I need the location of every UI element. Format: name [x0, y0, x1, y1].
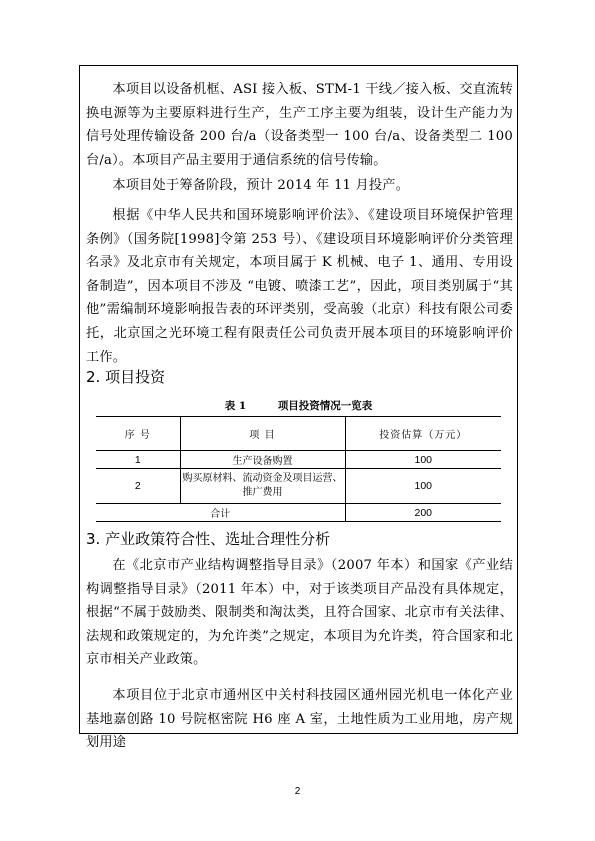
header-no: 序 号 — [96, 417, 180, 451]
section-2-heading: 2. 项目投资 — [86, 368, 166, 386]
intro-paragraph-3: 根据《中华人民共和国环境影响评价法》、《建设项目环境保护管理条例》（国务院[1998]令第 253 号）、《建设项目环境影响评价分类管理名录》及北京市有关规定，本项目属于 K 机械、电子 1、通用、专用设备制造”，因本项目不涉及 “电镀、喷漆工艺”，因此，项目类别属于“其他”需编制环境影响报告表的环评类别，受高骏（北京）科技有限公司委托，北京国之光环境工程有限责任公司负责开展本项目的环境影响评价工作。 — [86, 208, 513, 365]
row-amount: 100 — [345, 451, 501, 469]
row-no: 2 — [96, 469, 180, 504]
total-amount: 200 — [345, 504, 501, 522]
header-amount: 投资估算（万元） — [345, 417, 501, 451]
table-total-row — [96, 504, 501, 522]
investment-table — [96, 416, 501, 522]
row-item: 购买原材料、流动资金及项目运营、推广费用 — [180, 469, 345, 504]
table-caption-number: 表 1 — [224, 400, 247, 412]
header-item: 项 目 — [180, 417, 345, 451]
intro-paragraph-1: 本项目以设备机框、ASI 接入板、STM-1 干线／接入板、交直流转换电源等为主要原料进行生产，生产工序主要为组装，设计生产能力为信号处理传输设备 200 台/a（设备类型一 100 台/a、设备类型二 100 台/a）。本项目产品主要用于通信系统的信号传输。 — [86, 82, 513, 168]
table-header-row — [96, 417, 501, 451]
section-3-heading: 3. 产业政策符合性、选址合理性分析 — [86, 530, 331, 548]
row-no: 1 — [96, 451, 180, 469]
section-3-paragraph-2: 本项目位于北京市通州区中关村科技园区通州园光机电一体化产业基地嘉创路 10 号院枢密院 H6 座 A 室，土地性质为工业用地，房产规划用途 — [86, 688, 513, 751]
table-caption-title: 项目投资情况一览表 — [277, 400, 373, 412]
table-row — [96, 469, 501, 504]
total-label: 合计 — [96, 504, 345, 522]
table-caption — [96, 398, 501, 413]
row-item: 生产设备购置 — [180, 451, 345, 469]
page-number: 2 — [294, 786, 301, 797]
intro-paragraph-2: 本项目处于筹备阶段，预计 2014 年 11 月投产。 — [112, 178, 410, 193]
table-row — [96, 451, 501, 469]
section-3-paragraph-1: 在《北京市产业结构调整指导目录》（2007 年本）和国家《产业结构调整指导目录》（2011 年本）中，对于该类项目产品没有具体规定，根据“不属于鼓励类、限制类和淘汰类，且符合国家、北京市有关法律、法规和政策规定的，为允许类”之规定，本项目为允许类，符合国家和北京市相关产业政策。 — [86, 558, 513, 668]
row-amount: 100 — [345, 469, 501, 504]
